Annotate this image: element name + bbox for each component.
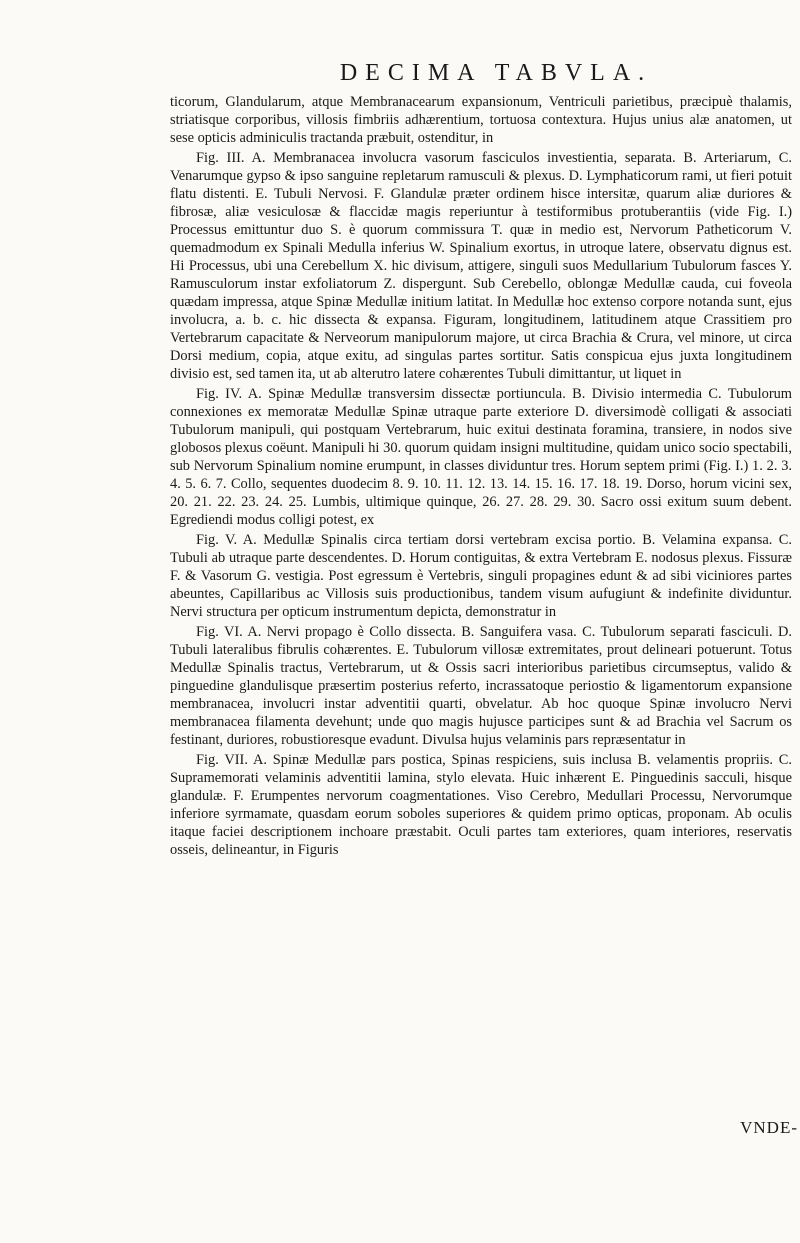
- paragraph-continuation: ticorum, Glandularum, atque Membranacearum expansionum, Ventriculi parietibus, præcipuè thalamis, striatisque corporibus, villosis fimbriis adhærentium, tortuosa contextura. Hujus unius alæ anatomen, ut sese opticis adminiculis tractanda præbuit, ostenditur, in: [170, 94, 792, 146]
- paragraph-fig-iv: Fig. IV. A. Spinæ Medullæ transversim dissectæ portiuncula. B. Divisio intermedia C. Tubulorum connexiones ex memoratæ Medullæ Spinæ utraque parte exteriore D. diversimodè colligati & associati Tubulorum manipuli, qui postquam Vertebrarum, huic exitui destinata foramina, transiere, in nodos sive globosos plexus coëunt. Manipuli hi 30. quorum quidam insigni multitudine, quidam unico socio spectabili, sub Nervorum Spinalium nomine erumpunt, in classes dividuntur tres. Horum septem primi (Fig. I.) 1. 2. 3. 4. 5. 6. 7. Collo, sequentes duodecim 8. 9. 10. 11. 12. 13. 14. 15. 16. 17. 18. 19. Dorso, horum vicini sex, 20. 21. 22. 23. 24. 25. Lumbis, ultimique quinque, 26. 27. 28. 29. 30. Sacro ossi exitum suum debent. Egrediendi modus colligi potest, ex: [170, 386, 792, 528]
- paragraph-fig-v: Fig. V. A. Medullæ Spinalis circa tertiam dorsi vertebram excisa portio. B. Velamina expansa. C. Tubuli ab utraque parte descendentes. D. Horum contiguitas, & extra Vertebram E. nodosus plexus. Fissuræ F. & Vasorum G. vestigia. Post egressum è Vertebris, singuli propagines edunt & ad sibi viciniores partes abeuntes, Capillaribus ac Villosis suis productionibus, tandem visum aufugiunt & indefinite dividuntur. Nervi structura per opticum instrumentum depicta, demonstratur in: [170, 532, 792, 620]
- page-header: DECIMA TABVLA.: [339, 60, 653, 86]
- catchword: VNDE-: [740, 1118, 798, 1137]
- paragraph-fig-iii: Fig. III. A. Membranacea involucra vasorum fasciculos investientia, separata. B. Arteriarum, C. Venarumque gypso & ipso sanguine repletarum ramusculi & plexus. D. Lymphaticorum rami, ut fieri potuit flatu distenti. E. Tubuli Nervosi. F. Glandulæ præter ordinem hisce intersitæ, quarum aliæ duriores & fibrosæ, aliæ vesiculosæ & flaccidæ magis reperiuntur à testiformibus protuberantiis (vide Fig. I.) Processus emittuntur duo S. è quorum commissura T. quæ in medio est, Nervorum Patheticorum V. quemadmodum ex Spinali Medulla inferius W. Spinalium exortus, in utroque latere, observatu dignus est. Hi Processus, ubi una Cerebellum X. hic divisum, attigere, singuli suos Medullarium Tubulorum fasces Y. Ramusculorum instar exfoliatorum Z. dispergunt. Sub Cerebello, oblongæ Medullæ cauda, cui foveola quædam impressa, atque Spinæ Medullæ initium latitat. In Medullæ hoc extenso corpore notanda sunt, ejus involucra, a. b. c. hic dissecta & expansa. Figuram, longitudinem, latitudinem atque Crassitiem pro Vertebrarum capacitate & Nerveorum manipulorum majore, ut circa Brachia & Crura, vel minore, ut circa Dorsi medium, copia, atque exitu, ad singulas partes sortitur. Satis conspicua ejus juxta longitudinem divisio est, sed tamen ita, ut ab alterutro latere cohærentes Tubuli dimittantur, ut liquet in: [170, 150, 792, 382]
- paragraph-fig-vi: Fig. VI. A. Nervi propago è Collo dissecta. B. Sanguifera vasa. C. Tubulorum separati fasciculi. D. Tubuli lateralibus fibrulis cohærentes. E. Tubulorum villosæ extremitates, prout delineari potuerunt. Totus Medullæ Spinalis tractus, Vertebrarum, ut & Ossis sacri interioribus parietibus circumseptus, valido & pinguedine glandulisque præsertim posterius referto, incrassatoque periostio & ligamentorum expansione membranacea, involucri instar adventitii quarti, obvelatur. Ab hoc quoque Spinæ involucro Nervi membranacea filamenta devehunt; unde quo magis hujusce participes sunt & ad Brachia vel Sacrum os festinant, duriores, robustioresque evadunt. Divulsa hujus velaminis pars repræsentatur in: [170, 624, 792, 748]
- page-content: [170, 60, 792, 859]
- paragraph-fig-vii: Fig. VII. A. Spinæ Medullæ pars postica, Spinas respiciens, suis inclusa B. velamentis propriis. C. Supramemorati velaminis adventitii lamina, stylo elevata. Huic inhærent E. Pinguedinis sacculi, hisque glandulæ. F. Erumpentes nervorum coagmentationes. Viso Cerebro, Medullari Processu, Nervorumque inferiore syrmamate, quasdam eorum soboles superiores & quidem primo opticas, proponam. Ab oculis itaque faciei descriptionem inchoare præstabit. Oculi partes tam exteriores, quam interiores, reservatis osseis, delineantur, in Figuris: [170, 752, 792, 858]
